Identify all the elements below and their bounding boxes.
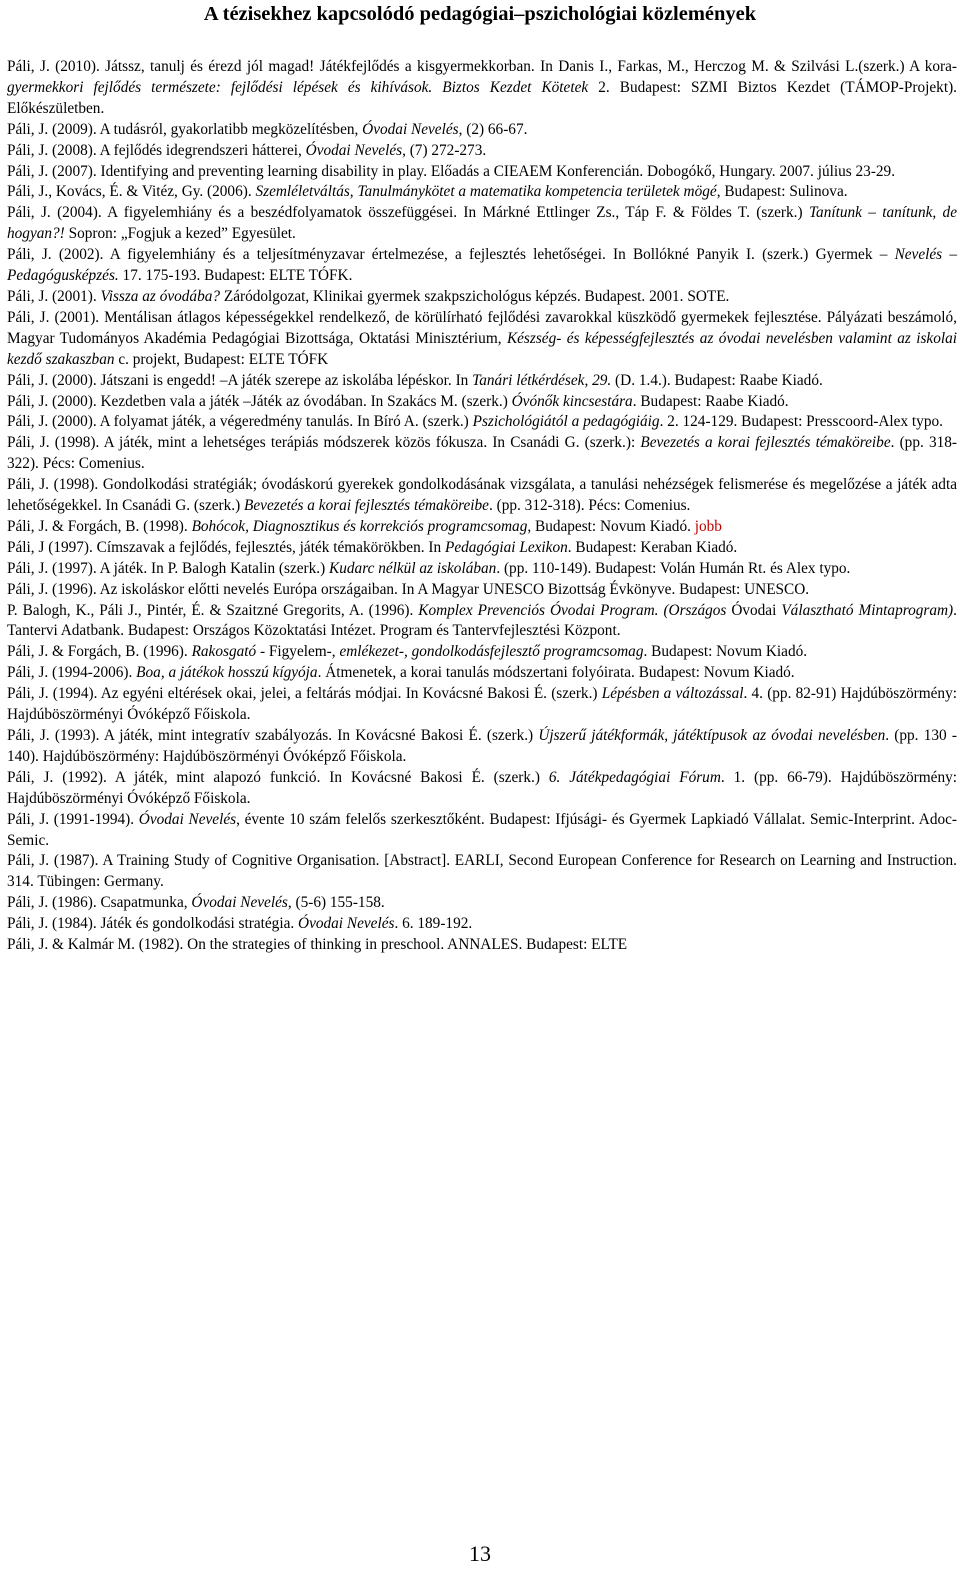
reference-text: , (5-6) 155-158.	[287, 894, 385, 912]
reference-text: , (7) 272-273.	[402, 141, 487, 159]
reference-italic-text: Szemléletváltás, Tanulmánykötet a matematika kompetencia területek mögé	[255, 183, 717, 201]
reference-text: Záródolgozat, Klinikai gyermek szakpszichológus képzés. Budapest. 2001. SOTE.	[220, 287, 730, 305]
reference-entry	[7, 601, 957, 643]
page-number: 13	[469, 1541, 491, 1566]
reference-text: Sopron: „Fogjuk a kezed” Egyesület.	[64, 225, 296, 243]
reference-italic-text: Készség- és képességfejlesztés az óvodai nevelésben valamint az iskolai kezdő szakaszban	[7, 329, 957, 368]
reference-text: Páli, J. (1984). Játék és gondolkodási stratégia.	[7, 915, 299, 933]
reference-text: Páli, J. (1991-1994).	[7, 810, 139, 828]
reference-text: , Budapest: Novum Kiadó.	[527, 517, 695, 535]
reference-text: . Tantervi Adatbank. Budapest: Országos Közoktatási Intézet. Program és Tantervfejlesztési Központ.	[7, 601, 957, 640]
reference-italic-text: Boa, a játékok hosszú kígyója	[136, 664, 318, 682]
reference-entry	[7, 684, 957, 726]
reference-entry	[7, 203, 957, 245]
reference-italic-text: Óvónők kincsestára	[511, 392, 633, 410]
reference-text: Páli, J (1997). Címszavak a fejlődés, fejlesztés, játék témakörökben. In	[7, 538, 445, 556]
reference-entry	[7, 245, 957, 287]
reference-text: . Átmenetek, a korai tanulás módszertani folyóirata. Budapest: Novum Kiadó.	[317, 664, 795, 682]
reference-italic-text: Óvodai Nevelés	[138, 810, 237, 828]
reference-entry	[7, 475, 957, 517]
reference-text: Páli, J., Kovács, É. & Vitéz, Gy. (2006).	[7, 183, 256, 201]
reference-text: . Budapest: Novum Kiadó.	[643, 643, 808, 661]
reference-entry	[7, 559, 957, 580]
reference-entry	[7, 810, 957, 852]
reference-list	[7, 57, 957, 956]
reference-entry	[7, 412, 957, 433]
reference-text: Páli, J. (2000). Kezdetben vala a játék –Játék az óvodában. In Szakács M. (szerk.)	[7, 392, 512, 410]
reference-entry	[7, 726, 957, 768]
reference-text: Páli, J. & Forgách, B. (1998).	[7, 517, 192, 535]
reference-entry	[7, 663, 957, 684]
reference-entry	[7, 935, 957, 956]
reference-entry	[7, 141, 957, 162]
reference-italic-text: Újszerű játékformák, játéktípusok az óvodai nevelésben	[538, 727, 886, 744]
reference-entry	[7, 538, 957, 559]
reference-text: . (pp. 318-322). Pécs: Comenius.	[7, 434, 957, 473]
reference-entry	[7, 893, 957, 914]
reference-entry	[7, 851, 957, 893]
reference-text: Páli, J. (1998). A játék, mint a lehetséges terápiás módszerek közös fókusza. In Csanádi G. (szerk.):	[7, 434, 641, 452]
reference-text: . (pp. 130 - 140). Hajdúböszörmény: Hajdúböszörményi Óvóképző Főiskola.	[7, 727, 957, 765]
reference-text: Páli, J. (2009). A tudásról, gyakorlatibb megközelítésben,	[7, 120, 363, 138]
reference-text: Páli, J. (1986). Csapatmunka,	[7, 894, 192, 912]
reference-text: 2. Budapest: SZMI Biztos Kezdet (TÁMOP-Projekt). Előkészületben.	[7, 78, 957, 117]
reference-text: . 6. 189-192.	[394, 915, 473, 933]
reference-italic-text: Komplex Prevenciós Óvodai Program. (Országos	[418, 601, 727, 619]
reference-highlight-text: jobb	[694, 517, 722, 535]
reference-italic-text: 6. Játékpedagógiai Fórum	[548, 768, 721, 786]
reference-entry	[7, 308, 957, 371]
reference-text: - Figyelem-,	[256, 643, 340, 661]
reference-entry	[7, 433, 957, 475]
reference-entry	[7, 642, 957, 663]
reference-text: Páli, J. (1992). A játék, mint alapozó funkció. In Kovácsné Bakosi É. (szerk.)	[7, 768, 549, 786]
reference-italic-text: Óvodai Nevelés	[362, 120, 459, 138]
reference-italic-text: Kudarc nélkül az iskolában	[329, 559, 497, 577]
reference-entry	[7, 371, 957, 392]
reference-italic-text: Óvodai Nevelés	[305, 141, 403, 159]
reference-text: Páli, J. (2010). Játssz, tanulj és érezd jól magad! Játékfejlődés a kisgyermekkorban. In Danis I., Farkas, M., Herczog M. & Szilvási L.(szerk.) A kora	[7, 58, 952, 75]
reference-italic-text: Bevezetés a korai fejlesztés témaköreibe	[244, 497, 489, 515]
reference-text: Páli, J. (1996). Az iskoláskor előtti nevelés Európa országaiban. In A Magyar UNESCO Bizottság Évkönyve. Budapest: UNESCO.	[7, 580, 810, 598]
reference-italic-text: Óvodai Nevelés	[191, 894, 288, 912]
reference-italic-text: Lépésben a változással	[601, 685, 744, 703]
reference-text: Páli, J. (2001).	[7, 287, 101, 305]
reference-italic-text: Tanítunk – tanítunk, de hogyan?!	[7, 204, 957, 243]
reference-text: c. projekt, Budapest: ELTE TÓFK	[114, 350, 329, 368]
reference-text: P. Balogh, K., Páli J., Pintér, É. & Szaitzné Gregorits, A. (1996).	[7, 601, 419, 619]
reference-text: Páli, J. (2007). Identifying and preventing learning disability in play. Előadás a CIEAEM Konferencián. Dobogókő, Hungary. 2007. július 23-29.	[7, 162, 896, 180]
reference-text: . 2. 124-129. Budapest: Presscoord-Alex typo.	[659, 413, 943, 431]
reference-text: . (pp. 312-318). Pécs: Comenius.	[488, 497, 691, 515]
reference-text: Páli, J. & Kalmár M. (1982). On the strategies of thinking in preschool. ANNALES. Budapest: ELTE	[7, 936, 628, 954]
reference-entry	[7, 182, 957, 203]
reference-text: Páli, J. (2000). Játszani is engedd! –A játék szerepe az iskolába lépéskor. In	[7, 371, 473, 389]
reference-entry	[7, 914, 957, 935]
reference-italic-text: Rakosgató	[191, 643, 257, 661]
reference-text: Páli, J. (2000). A folyamat játék, a végeredmény tanulás. In Bíró A. (szerk.)	[7, 413, 473, 431]
reference-text: Páli, J. (2008). A fejlődés idegrendszeri hátterei,	[7, 141, 306, 159]
reference-italic-text: Bohócok, Diagnosztikus és korrekciós programcsomag	[191, 517, 528, 535]
reference-text: Páli, J. (2001). Mentálisan átlagos képességekkel rendelkező, de körülírható fejlődési zavarokkal küszködő gyermekek fejlesztése. Pályázati beszámoló, Magyar Tudományos Akadémia Pedagógiai Bizottsága, Oktatási Minisztérium,	[7, 308, 957, 347]
reference-text: Páli, J. (2002). A figyelemhiány és a teljesítményzavar értelmezése, a fejlesztés lehetőségei. In Bollókné Panyik I. (szerk.) Gyermek –	[7, 246, 895, 264]
reference-entry	[7, 287, 957, 308]
reference-italic-text: emlékezet-, gondolkodásfejlesztő programcsomag	[339, 643, 644, 661]
reference-italic-text: Választható Mintaprogram)	[781, 601, 954, 619]
reference-text: . 1. (pp. 66-79). Hajdúböszörmény: Hajdúböszörményi Óvóképző Főiskola.	[7, 768, 958, 807]
reference-italic-text: Pszichológiától a pedagógiáig	[472, 413, 660, 431]
reference-text: . (pp. 110-149). Budapest: Volán Humán Rt. és Alex typo.	[496, 559, 851, 577]
reference-text: Páli, J. (1993). A játék, mint integratív szabályozás. In Kovácsné Bakosi É. (szerk.)	[7, 727, 539, 744]
reference-text: Páli, J. (1994). Az egyéni eltérések okai, jelei, a feltárás módjai. In Kovácsné Bakosi É. (szerk.)	[7, 685, 602, 703]
reference-text: , (2) 66-67.	[458, 120, 528, 138]
reference-italic-text: Bevezetés a korai fejlesztés témaköreibe	[640, 434, 891, 452]
reference-text: Páli, J. (1987). A Training Study of Cognitive Organisation. [Abstract]. EARLI, Second European Conference for Research on Learning and Instruction. 314. Tübingen: Germany.	[7, 852, 957, 891]
reference-italic-text: Tanári létkérdések, 29.	[472, 371, 612, 389]
reference-text: Páli, J. (1998). Gondolkodási stratégiák; óvodáskorú gyerekek gondolkodásának vizsgálata, a tanulási nehézségek felismerése és megelőzése a játék adta lehetőségekkel. In Csanádi G. (szerk.)	[7, 476, 957, 515]
reference-entry	[7, 768, 957, 810]
reference-entry	[7, 392, 957, 413]
reference-text: Páli, J. & Forgách, B. (1996).	[7, 643, 192, 661]
reference-italic-text: Vissza az óvodába?	[100, 287, 221, 305]
reference-text: , évente 10 szám felelős szerkesztőként. Budapest: Ifjúsági- és Gyermek Lapkiadó Vállalat. Semic-Interprint. Adoc-Semic.	[7, 810, 957, 849]
reference-text: Páli, J. (1994-2006).	[7, 664, 137, 682]
reference-entry	[7, 517, 957, 538]
reference-text: Páli, J. (1997). A játék. In P. Balogh Katalin (szerk.)	[7, 559, 330, 577]
reference-text: , Budapest: Sulinova.	[716, 183, 848, 201]
reference-text: . Budapest: Keraban Kiadó.	[567, 538, 738, 556]
reference-entry	[7, 162, 957, 183]
reference-entry	[7, 580, 957, 601]
reference-text: Páli, J. (2004). A figyelemhiány és a beszédfolyamatok összefüggései. In Márkné Ettlinger Zs., Táp F. & Földes T. (szerk.)	[7, 204, 809, 222]
reference-italic-text: -gyermekkori fejlődés természete: fejlődési lépések és kihívások. Biztos Kezdet Kötetek	[7, 58, 957, 96]
reference-italic-text: Nevelés – Pedagógusképzés.	[7, 246, 957, 285]
reference-text: . 4. (pp. 82-91) Hajdúböszörmény: Hajdúböszörményi Óvóképző Főiskola.	[7, 685, 957, 724]
reference-italic-text: Pedagógiai Lexikon	[444, 538, 568, 556]
reference-text: (D. 1.4.). Budapest: Raabe Kiadó.	[611, 371, 823, 389]
reference-entry	[7, 57, 957, 120]
reference-text: . Budapest: Raabe Kiadó.	[632, 392, 789, 410]
reference-entry	[7, 120, 957, 141]
reference-text: Óvodai	[726, 601, 782, 619]
reference-italic-text: Óvodai Nevelés	[298, 915, 395, 933]
page-title: A tézisekhez kapcsolódó pedagógiai–pszichológiai közlemények	[203, 3, 757, 25]
reference-text: 17. 175-193. Budapest: ELTE TÓFK.	[118, 267, 353, 285]
